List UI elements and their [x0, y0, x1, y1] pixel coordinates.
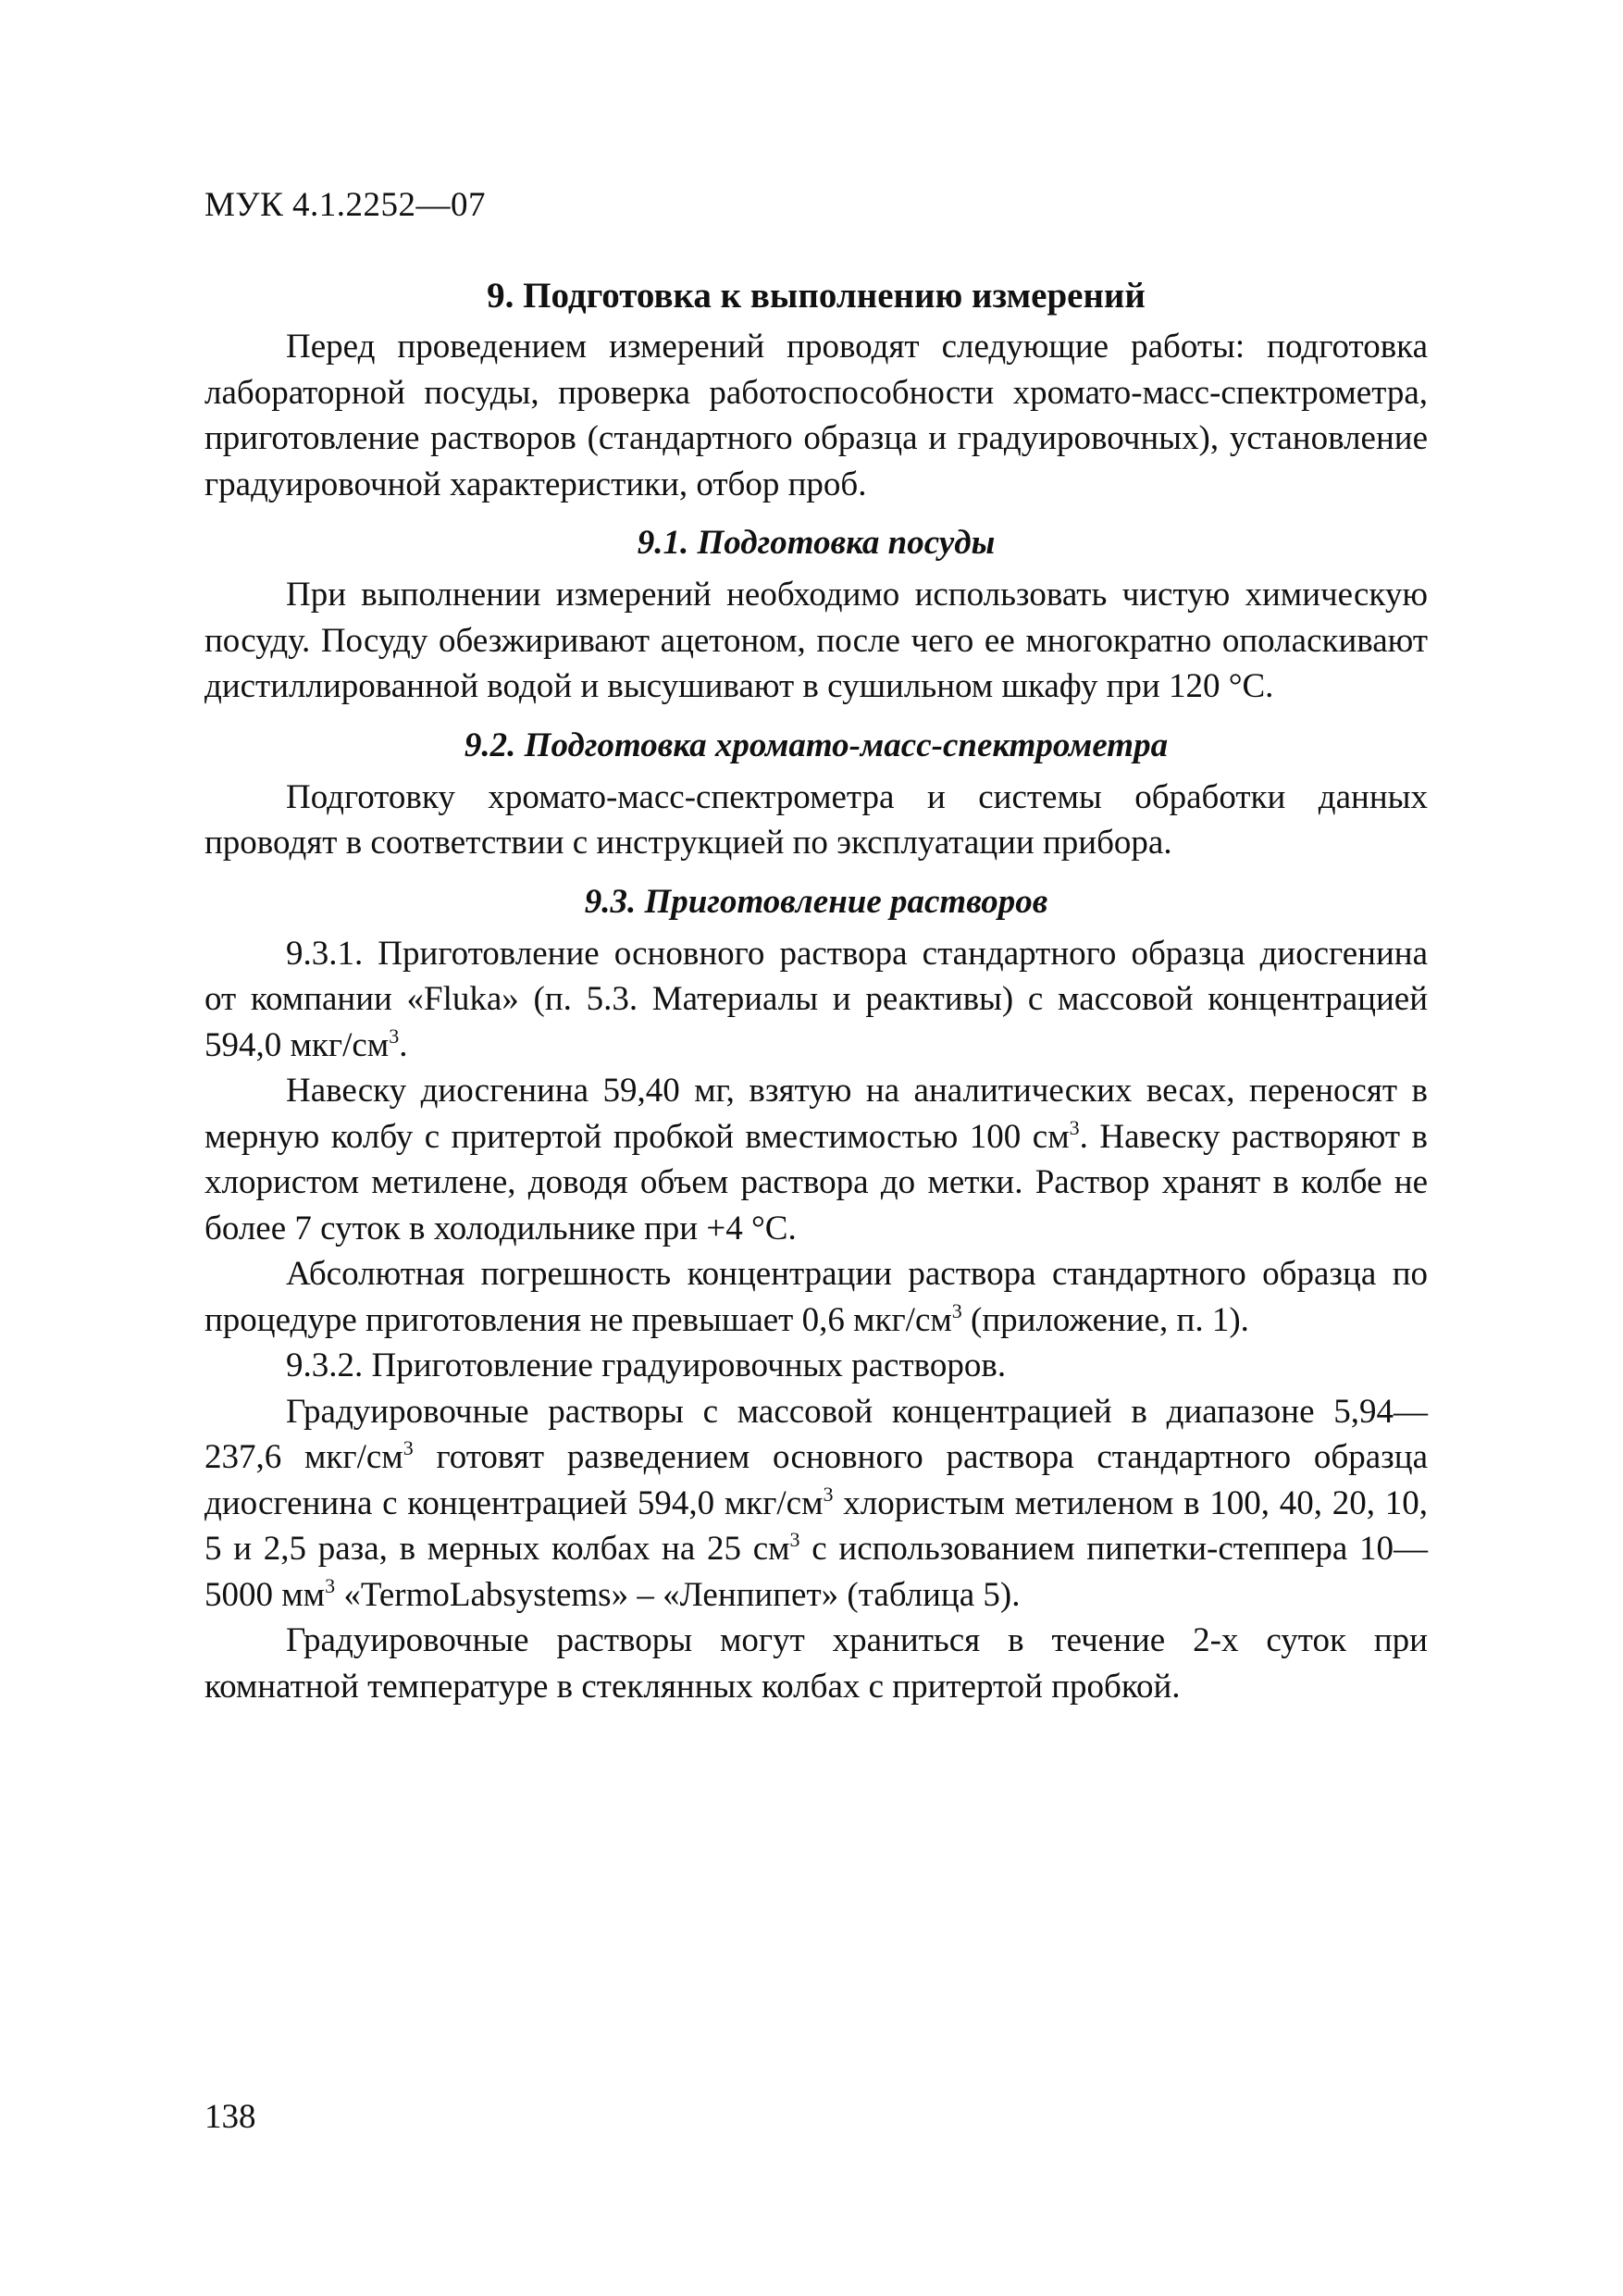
paragraph-weighing — [204, 1068, 1428, 1251]
subsection-title-9-1: 9.1. Подготовка посуды — [637, 524, 996, 562]
paragraph-calibration-text-b: готовят разведением основного раствора стандартного образца диосгенина с концентрацией 594,0 мкг/см — [204, 1438, 1428, 1522]
paragraph-weighing-text-a: Навеску диосгенина 59,40 мг, взятую на аналитических весах, переносят в мерную колбу с притертой пробкой вместимостью 100 см — [204, 1072, 1428, 1156]
section-title: 9. Подготовка к выполнению измерений — [487, 276, 1146, 316]
section-intro-paragraph: Перед проведением измерений проводят следующие работы: подготовка лабораторной посуды, проверка работоспособности хромато-масс-спектрометра, приготовление растворов (стандартного образца и градуировочных), установление градуировочной характеристики, отбор проб. — [204, 328, 1428, 503]
paragraph-9-3-1-text: 9.3.1. Приготовление основного раствора стандартного образца диосгенина от компании «Fluka» (п. 5.3. Материалы и реактивы) с массовой концентрацией 594,0 мкг/см — [204, 934, 1428, 1064]
superscript-3: 3 — [823, 1482, 834, 1506]
paragraph-calibration-text-a: Градуировочные растворы с массовой концентрацией в диапазоне 5,94—237,6 мкг/см — [204, 1392, 1428, 1476]
paragraph-storage: Градуировочные растворы могут храниться в течение 2-х суток при комнатной температуре в стеклянных колбах с притертой пробкой. — [204, 1621, 1428, 1706]
paragraph-9-3-1-end: . — [399, 1025, 408, 1064]
paragraph-calibration-text-c: хлористым метиленом в 100, 40, 20, 10, 5 и 2,5 раза, в мерных колбах на 25 см — [204, 1483, 1428, 1568]
paragraph-9-3-2: 9.3.2. Приготовление градуировочных растворов. — [286, 1347, 1007, 1384]
superscript-3: 3 — [951, 1298, 962, 1322]
subsection-title-9-2: 9.2. Подготовка хромато-масс-спектрометра — [464, 726, 1169, 764]
page-content — [204, 272, 1428, 1709]
superscript-3: 3 — [389, 1024, 400, 1048]
paragraph-calibration-text-d: с использованием пипетки-степпера 10—5000 мм — [204, 1530, 1428, 1614]
superscript-3: 3 — [403, 1436, 414, 1459]
paragraph-9-3-1 — [204, 931, 1428, 1069]
paragraph-error — [204, 1251, 1428, 1343]
paragraph-9-1: При выполнении измерений необходимо использовать чистую химическую посуду. Посуду обезжиривают ацетоном, после чего ее многократно ополаскивают дистиллированной водой и высушивают в сушильном шкафу при 120 °С. — [204, 576, 1428, 705]
superscript-3: 3 — [325, 1573, 336, 1597]
paragraph-calibration — [204, 1389, 1428, 1619]
paragraph-error-text-b: (приложение, п. 1). — [961, 1300, 1249, 1339]
page-number: 138 — [204, 2098, 256, 2136]
paragraph-9-2: Подготовку хромато-масс-спектрометра и системы обработки данных проводят в соответствии с инструкцией по эксплуатации прибора. — [204, 777, 1428, 862]
paragraph-weighing-text-b: . Навеску растворяют в хлористом метилене, доводя объем раствора до метки. Раствор хранят в колбе не более 7 суток в холодильнике при +4 °С. — [204, 1117, 1428, 1247]
paragraph-error-text-a: Абсолютная погрешность концентрации раствора стандартного образца по процедуре приготовления не превышает 0,6 мкг/см — [204, 1255, 1428, 1339]
superscript-3: 3 — [1069, 1115, 1080, 1139]
superscript-3: 3 — [789, 1528, 800, 1551]
document-code: МУК 4.1.2252—07 — [204, 186, 487, 224]
subsection-title-9-3: 9.3. Приготовление растворов — [584, 882, 1048, 921]
paragraph-calibration-text-e: «TermoLabsystems» – «Ленпипет» (таблица 5). — [335, 1575, 1021, 1614]
